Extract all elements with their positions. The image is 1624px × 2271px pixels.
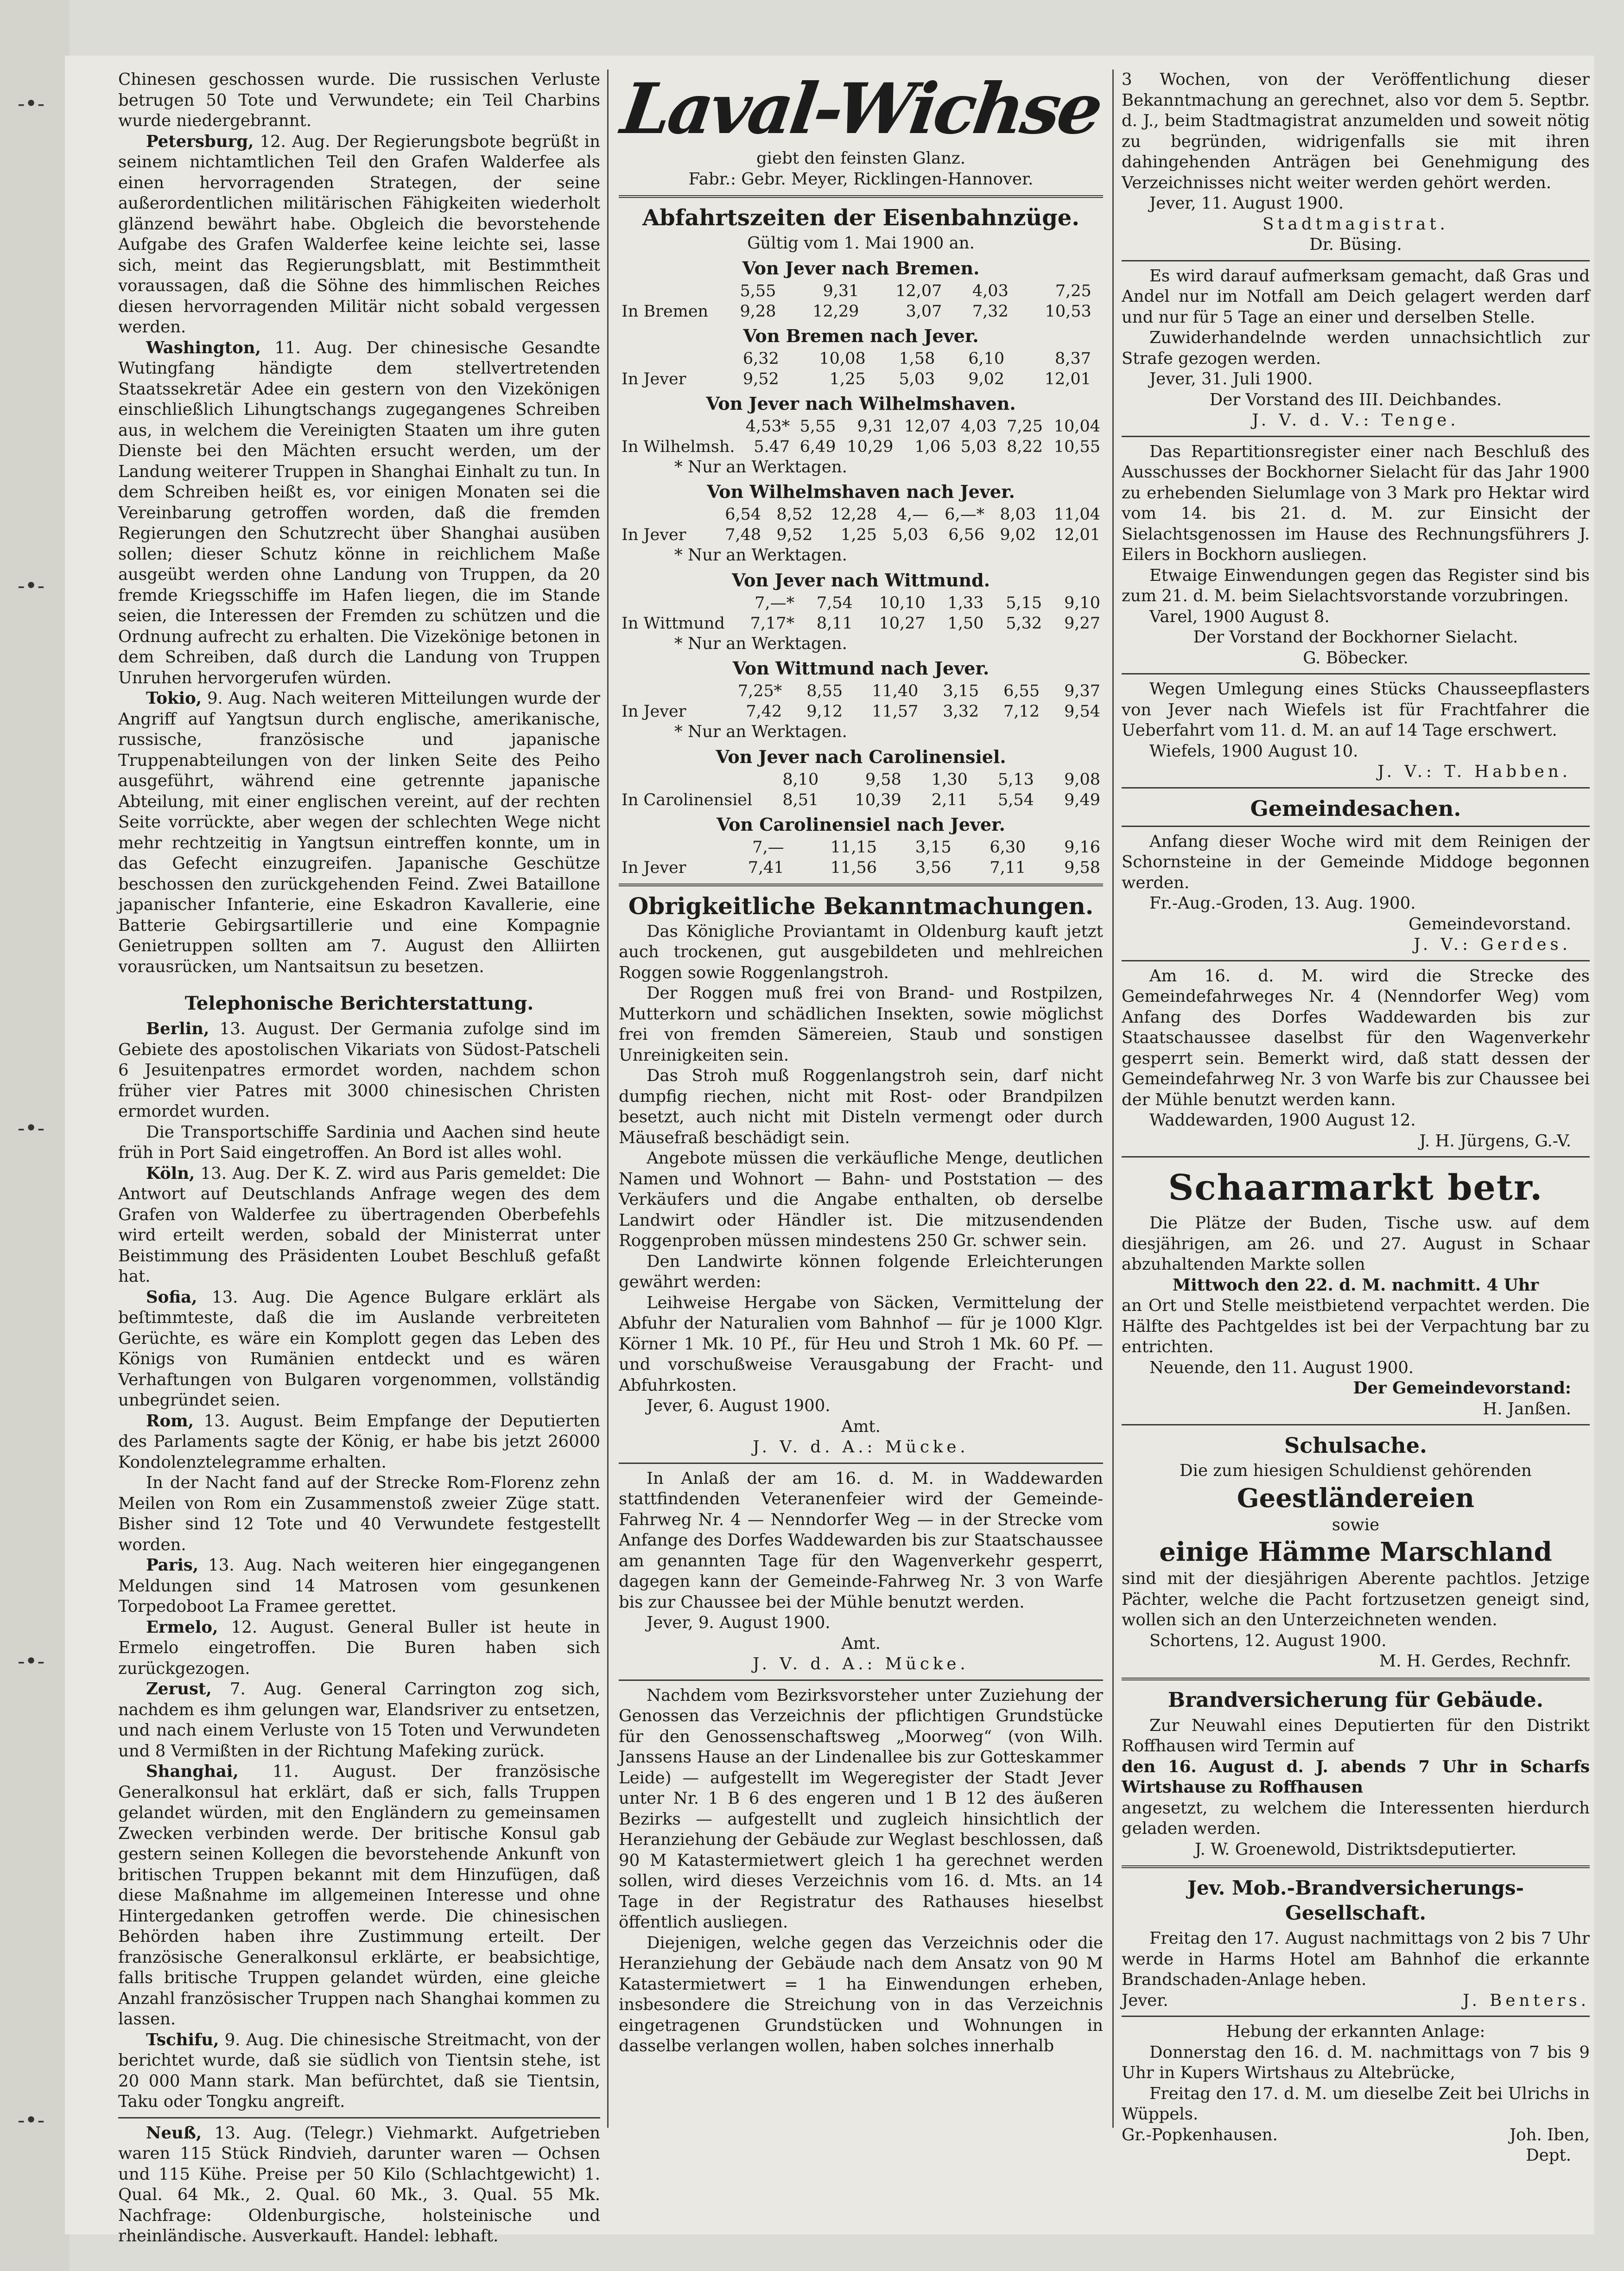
dateline: Ermelo, xyxy=(146,1617,218,1637)
station-label: In Jever xyxy=(622,702,686,721)
departure-time: 5.47 xyxy=(754,437,790,456)
notice-paragraph: Das Königliche Proviantamt in Oldenburg kauft jetzt auch trockenen, gut ausgebildeten und mehlreichen Roggen sowie Roggenlangstroh. xyxy=(619,922,1103,982)
departure-time: 7,25 xyxy=(1007,417,1043,436)
departure-time: 5,54 xyxy=(997,790,1034,809)
station-label: In Jever xyxy=(622,526,686,544)
departure-time: 9,58 xyxy=(865,770,901,789)
departure-time: 3,15 xyxy=(915,838,952,857)
scan-margin xyxy=(0,0,70,2271)
departure-time: 1,33 xyxy=(947,593,984,612)
dateline: Washington, xyxy=(146,338,261,357)
notice-date: Neuende, den 11. August 1900. xyxy=(1149,1358,1414,1377)
notice-office: Der Vorstand des III. Deichbandes. xyxy=(1209,390,1502,409)
news-paragraph xyxy=(118,688,600,977)
market-report xyxy=(118,2123,600,2247)
timetable-row xyxy=(619,349,1103,369)
news-paragraph: In der Nacht fand auf der Strecke Rom-Florenz zehn Meilen von Rom ein Zusammenstoß zweier Züge statt. Bisher sind 12 Tote und 40 Verwundete festgestellt worden. xyxy=(118,1473,600,1554)
timetable-row xyxy=(619,790,1103,810)
notice-paragraph: Freitag den 17. d. M. um dieselbe Zeit bei Ulrichs in Wüppels. xyxy=(1122,2084,1590,2124)
notice-date: Jever, 11. August 1900. xyxy=(1149,194,1344,213)
departure-time: 1,58 xyxy=(899,349,935,368)
notice-paragraph: Das Stroh muß Roggenlangstroh sein, darf nicht dumpfig riechen, nicht mit Rost- oder Brandpilzen besetzt, auch nicht mit Disteln vermengt oder durch Mäusefraß beschädigt sein. xyxy=(619,1066,1103,1147)
departure-time: 11,04 xyxy=(1053,505,1100,524)
dateline: Shanghai, xyxy=(146,1762,239,1781)
departure-time: 5,13 xyxy=(997,770,1034,789)
route-title: Von Jever nach Bremen. xyxy=(742,257,980,279)
bullet-mark-icon: -•- xyxy=(18,2107,45,2132)
departure-time: 3,56 xyxy=(915,858,952,877)
departure-time: 5,03 xyxy=(892,526,929,544)
notice-place: Jever. xyxy=(1122,1991,1168,2010)
column-divider xyxy=(607,70,609,2128)
news-paragraph: Die Transportschiffe Sardinia und Aachen sind heute früh in Port Said eingetroffen. An Bord ist alles wohl. xyxy=(118,1122,600,1162)
notice-paragraph: Donnerstag den 16. d. M. nachmittags von 7 bis 9 Uhr in Kupers Wirtshaus zu Altebrücke, xyxy=(1122,2042,1590,2082)
notice-date: Schortens, 12. August 1900. xyxy=(1149,1631,1387,1650)
notice-paragraph: Nachdem vom Bezirksvorsteher unter Zuziehung der Genossen das Verzeichnis der pflichtigen Grundstücke für den Genossenschaftsweg „Moorweg“ (von Wilh. Janssens Hause an der Lindenallee bis zur Gotteskammer Leide) — aufgestellt im Wegeregister der Stadt Jever unter Nr. 1 B 6 des engeren und 1 B 12 des äußeren Bezirks — aufgestellt und zugleich hinsichtlich der Heranziehung der Gebäude zur Weglast beschlossen, daß 90 M Katastermietwert gleich 1 ha gerechnet werden sollen, wird dieses Verzeichnis vom 16. d. Mts. an 14 Tage in der Registratur des Rathauses hieselbst öffentlich ausliegen. xyxy=(619,1686,1103,1932)
timetable-row xyxy=(619,593,1103,613)
timetable-row xyxy=(619,525,1103,545)
departure-time: 10,27 xyxy=(879,614,926,633)
departure-time: 9,31 xyxy=(823,281,859,300)
news-text: 13. August. Der Germania zufolge sind im Gebiete des apostolischen Vikariats von Südost-Patscheli 6 Jesuitenpatres ermordet worden, nachdem schon früher vier Patres mit 3000 chinesischen Christen ermordet wurden. xyxy=(118,1019,600,1121)
notice-subtitle: Hebung der erkannten Anlage: xyxy=(1226,2022,1485,2041)
route-title: Von Jever nach Carolinensiel. xyxy=(716,746,1006,767)
departure-time: 4,53* xyxy=(745,417,790,436)
timetable-table xyxy=(619,837,1103,878)
departure-time: 7,25 xyxy=(1055,281,1091,300)
notice-date: Jever, 31. Juli 1900. xyxy=(1149,369,1313,388)
auction-date: Mittwoch den 22. d. M. nachmitt. 4 Uhr xyxy=(1172,1275,1539,1295)
timetable-row xyxy=(619,770,1103,790)
departure-time: 10,04 xyxy=(1053,417,1100,436)
news-paragraph xyxy=(118,1287,600,1411)
dateline: Neuß, xyxy=(146,2123,202,2143)
departure-time: 3,32 xyxy=(943,702,979,721)
departure-time: 9,02 xyxy=(1000,526,1036,544)
departure-time: 10,08 xyxy=(819,349,866,368)
departure-time: 9,12 xyxy=(806,702,843,721)
notice-office: Amt. xyxy=(841,1634,881,1653)
notice-paragraph: Es wird darauf aufmerksam gemacht, daß Gras und Andel nur im Notfall am Deich gelagert werden darf und nur für 5 Tage an einer und derselben Stelle. xyxy=(1122,266,1590,327)
departure-time: 9,02 xyxy=(968,369,1005,388)
column-timetable xyxy=(616,68,1105,2057)
timetable-row xyxy=(619,281,1103,301)
notice-date: Wiefels, 1900 August 10. xyxy=(1149,741,1358,761)
timetable-row xyxy=(619,437,1103,457)
notice-paragraph: Freitag den 17. August nachmittags von 2 bis 7 Uhr werde in Harms Hotel am Bahnhof die erkannte Brandschaden-Anlage heben. xyxy=(1122,1929,1590,1989)
news-paragraph xyxy=(118,1411,600,1473)
departure-time: 10,39 xyxy=(855,790,901,809)
departure-time: 9,16 xyxy=(1064,838,1100,857)
separator-rule xyxy=(1122,1678,1590,1680)
notice-date: Fr.-Aug.-Groden, 13. Aug. 1900. xyxy=(1149,894,1416,913)
station-label xyxy=(619,504,712,525)
departure-time: 10,10 xyxy=(879,593,926,612)
timetable-row xyxy=(619,837,1103,858)
station-label xyxy=(619,593,728,613)
notice-paragraph: angesetzt, zu welchem die Interessenten hierdurch geladen werden. xyxy=(1122,1798,1590,1838)
notice-paragraph: Angebote müssen die verkäufliche Menge, deutlichen Namen und Wohnort — Bahn- und Poststation — des Verkäufers und die Angabe enthalten, ob derselbe Landwirt oder Händler ist. Die mitzusendenden Roggenproben müssen mindestens 250 Gr. schwer sein. xyxy=(619,1149,1103,1250)
bullet-mark-icon: -•- xyxy=(18,1115,45,1140)
notice-paragraph: Wegen Umlegung eines Stücks Chausseepflasters von Jever nach Wiefels ist für Frachtfahrer die Ueberfahrt vom 11. d. M. an auf 14 Tage erschwert. xyxy=(1122,680,1590,740)
news-text: 9. Aug. Die chinesische Streitmacht, von der berichtet wurde, daß sie südlich von Tientsin stehe, ist 20 000 Mann stark. Man befürchtet, daß sie Tientsin, Taku oder Tongku angreift. xyxy=(118,2030,600,2111)
headline-schaarmarkt: Schaarmarkt betr. xyxy=(1168,1167,1543,1208)
departure-time: 9,52 xyxy=(776,526,813,544)
departure-time: 10,53 xyxy=(1045,302,1091,321)
departure-time: 9,58 xyxy=(1064,858,1100,877)
departure-time: 8,51 xyxy=(782,790,819,809)
bullet-mark-icon: -•- xyxy=(18,91,45,116)
departure-time: 6,56 xyxy=(948,526,985,544)
news-text: 13. Aug. Die Agence Bulgare erklärt als beſtimmteste, daß die im Auslande verbreiteten Gerüchte, es wäre ein Komplott gegen das Leben des Königs von Rumänien entdeckt und es wären Verhaftungen von Bulgaren vorgenommen, vollständig unbegründet seien. xyxy=(118,1287,600,1410)
station-label xyxy=(619,349,712,369)
bullet-mark-icon: -•- xyxy=(18,573,45,598)
departure-time: 9,49 xyxy=(1064,790,1100,809)
departure-time xyxy=(1094,349,1103,369)
departure-time: 8,52 xyxy=(776,505,813,524)
news-text: 13. Aug. Nach weiteren hier eingegangenen Meldungen sind 14 Matrosen vom gesunkenen Torpedoboot La Framee gerettet. xyxy=(118,1556,600,1616)
notice-signature: M. H. Gerdes, Rechnfr. xyxy=(1379,1652,1571,1671)
departure-time: 6,54 xyxy=(725,505,761,524)
departure-time: 7,17* xyxy=(750,614,795,633)
route-title: Von Wittmund nach Jever. xyxy=(732,658,990,679)
separator-rule xyxy=(619,1679,1103,1681)
departure-time: 8,03 xyxy=(1000,505,1036,524)
departure-time: 8,37 xyxy=(1055,349,1091,368)
departure-time: 8,10 xyxy=(782,770,819,789)
notice-office: Der Vorstand der Bockhorner Sielacht. xyxy=(1193,628,1518,647)
notice-paragraph: Die zum hiesigen Schuldienst gehörenden xyxy=(1180,1461,1532,1480)
station-label: In Jever xyxy=(622,369,686,388)
notice-office: Der Gemeindevorstand: xyxy=(1353,1379,1571,1398)
route-title: Von Bremen nach Jever. xyxy=(743,325,979,346)
news-text: 12. Aug. Der Regierungsbote begrüßt in seinem nichtamtlichen Teil den Grafen Walderfee als einen hervorragenden Strategen, der seine außerordentlichen militärischen Fähigkeiten wiederholt glänzend bewährt habe. Obgleich die bevorstehende Aufgabe des Grafen Walderfee keine leichte sei, lasse sich, meint das Regierungsblatt, mit Bestimmtheit voraussagen, daß die Söhne des himmlischen Reiches diesen hervorragenden Militär nicht sobald vergessen werden. xyxy=(118,132,600,337)
departure-time: 5,55 xyxy=(740,281,776,300)
timetable-row xyxy=(619,681,1103,701)
departure-time: 7,25* xyxy=(737,682,782,700)
news-paragraph xyxy=(118,2030,600,2112)
notice-signature: J. H. Jürgens, G.-V. xyxy=(1419,1131,1571,1151)
news-paragraph: Chinesen geschossen wurde. Die russischen Verluste betrugen 50 Tote und Verwundete; ein Teil Charbins wurde niedergebrannt. xyxy=(118,70,600,130)
dateline: Petersburg, xyxy=(146,132,254,151)
separator-rule xyxy=(1122,960,1590,961)
notice-paragraph: In Anlaß der am 16. d. M. in Waddewarden stattfindenden Veteranenfeier wird der Gemeinde-Fahrweg Nr. 4 — Nenndorfer Weg — in der Strecke vom Anfange des Dorfes Waddewarden bis zur Staatschaussee am genannten Tage für den Wagenverkehr gesperrt, dagegen kann der Gemeinde-Fahrweg Nr. 3 von Warfe bis zur Chaussee bei der Mühle benutzt werden. xyxy=(619,1469,1103,1612)
notice-paragraph: Am 16. d. M. wird die Strecke des Gemeindefahrweges Nr. 4 (Nenndorfer Weg) vom Anfang des Dorfes Waddewarden bis zur Staatschaussee daselbst für den Wagenverkehr gesperrt sein. Bemerkt wird, daß statt dessen der Gemeindefahrweg Nr. 3 von Warfe bis zur Chaussee bei der Mühle benutzt werden kann. xyxy=(1122,966,1590,1109)
notice-footer xyxy=(1122,2125,1590,2146)
separator-rule xyxy=(1122,260,1590,261)
departure-time: 1,50 xyxy=(947,614,984,633)
station-label xyxy=(619,770,755,790)
timetable-note: * Nur an Werktagen. xyxy=(674,457,847,477)
news-paragraph xyxy=(118,1762,600,2030)
departure-time: 2,11 xyxy=(931,790,968,809)
departure-time: 9,28 xyxy=(740,302,776,321)
timetable-row xyxy=(619,701,1103,722)
dateline: Tokio, xyxy=(146,689,202,708)
notice-date: Waddewarden, 1900 August 12. xyxy=(1149,1111,1416,1130)
column-notices xyxy=(1122,70,1590,2166)
timetable-table xyxy=(619,770,1103,810)
separator-rule xyxy=(619,884,1103,886)
route-title: Von Jever nach Wilhelmshaven. xyxy=(706,393,1016,414)
departure-time: 4,— xyxy=(896,505,929,524)
notice-signature: J. Benters. xyxy=(1463,1991,1590,2010)
notice-paragraph: Leihweise Hergabe von Säcken, Vermittelung der Abfuhr der Naturalien vom Bahnhof — für je 1000 Klgr. Körner 1 Mk. 10 Pf., für Heu und Stroh 1 Mk. 60 Pf. — und vorschußweise Verausgabung der Fracht- und Abfuhrkosten. xyxy=(619,1293,1103,1395)
departure-time: 12,07 xyxy=(895,281,942,300)
notice-signature: G. Böbecker. xyxy=(1303,648,1408,668)
departure-time: 6,32 xyxy=(742,349,779,368)
departure-time: 11,56 xyxy=(830,858,877,877)
departure-time: 5,03 xyxy=(960,437,997,456)
notice-place: Gr.-Popkenhausen. xyxy=(1122,2125,1278,2144)
departure-time: 11,15 xyxy=(830,838,877,857)
timetable-title: Abfahrtszeiten der Eisenbahnzüge. xyxy=(642,205,1080,231)
section-title: Gemeindesachen. xyxy=(1250,795,1461,821)
timetable-table xyxy=(619,281,1103,322)
station-label: In Jever xyxy=(622,858,686,877)
separator-rule xyxy=(1122,1156,1590,1158)
timetable-row xyxy=(619,504,1103,525)
timetable-row xyxy=(619,858,1103,878)
departure-time: 4,03 xyxy=(972,281,1009,300)
dateline: Sofia, xyxy=(146,1287,197,1307)
notice-signature: J. V.: T. Habben. xyxy=(1377,762,1571,781)
departure-time xyxy=(1094,301,1103,322)
departure-time: 5,32 xyxy=(1006,614,1042,633)
departure-time: 10,55 xyxy=(1053,437,1100,456)
departure-time: 8,55 xyxy=(806,682,843,700)
dateline: Tschifu, xyxy=(146,2030,219,2049)
timetable-table xyxy=(619,416,1103,457)
news-paragraph xyxy=(118,338,600,689)
notice-date: Jever, 9. August 1900. xyxy=(647,1613,831,1632)
notice-paragraph: Das Repartitionsregister einer nach Beschluß des Ausschusses der Bockhorner Sielacht für das Jahr 1900 zu erhebenden Sielumlage von 3 Mark pro Hektar wird vom 14. bis 21. d. M. zur Einsicht der Sielachtsgenossen im Hause des Rechnungsführers J. Eilers in Bockhorn ausliegen. xyxy=(1122,442,1590,564)
news-paragraph xyxy=(118,132,600,338)
dateline: Berlin, xyxy=(146,1019,209,1038)
station-label: In Wittmund xyxy=(622,614,725,633)
departure-time: 7,11 xyxy=(990,858,1026,877)
notice-signature: J. W. Groenewold, Distriktsdeputierter. xyxy=(1194,1839,1517,1859)
section-title: Brandversicherung für Gebäude. xyxy=(1167,1688,1544,1712)
timetable-note: * Nur an Werktagen. xyxy=(674,546,847,565)
departure-time: 1,25 xyxy=(841,526,877,544)
section-title: Telephonische Berichterstattung. xyxy=(184,992,534,1014)
departure-time: 12,01 xyxy=(1044,369,1091,388)
departure-time: 4,03 xyxy=(960,417,997,436)
departure-time: 6,49 xyxy=(799,437,836,456)
dateline: Paris, xyxy=(146,1556,199,1575)
departure-time: 7,48 xyxy=(725,526,761,544)
departure-time: 6,10 xyxy=(968,349,1005,368)
headline-marschland: einige Hämme Marschland xyxy=(1159,1537,1552,1567)
station-label: In Bremen xyxy=(622,302,709,321)
notice-signature-role: Dept. xyxy=(1526,2146,1571,2165)
departure-time: 12,01 xyxy=(1053,526,1100,544)
timetable-routes xyxy=(619,256,1103,878)
notice-date: Jever, 6. August 1900. xyxy=(647,1396,831,1415)
news-text: 13. August. Beim Empfange der Deputierten des Parlaments sagte der König, er habe bis jetzt 26000 Kondolenztelegramme erhalten. xyxy=(118,1411,600,1472)
notice-signature: H. Janßen. xyxy=(1483,1399,1571,1419)
timetable-note: * Nur an Werktagen. xyxy=(674,722,847,741)
notice-office: Amt. xyxy=(841,1417,881,1436)
notice-signature: J. V. d. V.: Tenge. xyxy=(1252,411,1459,430)
notice-paragraph: an Ort und Stelle meistbietend verpachtet werden. Die Hälfte des Pachtgeldes ist bei der Verpachtung bar zu entrichten. xyxy=(1122,1296,1590,1356)
notice-paragraph: 3 Wochen, von der Veröffentlichung dieser Bekanntmachung an gerechnet, also vor dem 5. Septbr. d. J., beim Stadtmagistrat anzumelden und soweit nötig zu begründen, widrigenfalls sie mit ihren dahingehenden Anträgen bei Genehmigung des Verzeichnisses nicht weiter werden gehört werden. xyxy=(1122,70,1590,192)
departure-time: 7,32 xyxy=(972,302,1009,321)
departure-time: 12,28 xyxy=(830,505,877,524)
separator-rule xyxy=(1122,1865,1590,1868)
news-text: 11. August. Der französische Generalkonsul hat erklärt, daß er sich, falls Truppen gelandet würden, mit den Engländern zu gemeinsamen Zwecken verbinden werde. Der britische Konsul gab gestern seinen Kollegen die bevorstehende Ankunft von britischen Truppen bekannt mit dem Hinzufügen, daß diese Maßnahme im allgemeinen Interesse und ohne Hintergedanken getroffen werde. Die chinesischen Behörden haben ihre Zustimmung erteilt. Der französische Generalkonsul erklärte, er beabsichtige, falls britische Truppen gelandet würden, eine gleiche Anzahl französischer Truppen nach Shanghai kommen zu lassen. xyxy=(118,1762,600,2029)
news-paragraph xyxy=(118,1555,600,1617)
timetable-table xyxy=(619,504,1103,545)
departure-time: 9,27 xyxy=(1064,614,1100,633)
laval-wichse-logo: Laval-Wichse xyxy=(616,68,1105,150)
station-label xyxy=(619,681,712,701)
section-title: Schulsache. xyxy=(1284,1433,1427,1458)
departure-time: 12,07 xyxy=(904,417,951,436)
notice-footer xyxy=(1122,1991,1590,2011)
departure-time: 3,15 xyxy=(943,682,979,700)
station-label: In Carolinensiel xyxy=(622,790,753,809)
notice-paragraph: Den Landwirte können folgende Erleichterungen gewährt werden: xyxy=(619,1252,1103,1291)
notice-signature: Joh. Iben, xyxy=(1510,2125,1590,2144)
notice-signature: J. V.: Gerdes. xyxy=(1414,935,1571,954)
meeting-date: den 16. August d. J. abends 7 Uhr in Scharfs Wirtshause zu Roffhausen xyxy=(1122,1757,1590,1797)
column-divider xyxy=(1112,70,1114,2128)
departure-time: 8,22 xyxy=(1007,437,1043,456)
notice-paragraph: Diejenigen, welche gegen das Verzeichnis oder die Heranziehung der Gebäude nach dem Ansatz von 90 M Katastermietwert = 1 ha Einwendungen erheben, insbesondere die Streichung von in das Verzeichnis eingetragenen Grundstücken und Wohnungen in dasselbe verlangen wollen, haben solches innerhalb xyxy=(619,1933,1103,2055)
departure-time: 7,42 xyxy=(746,702,782,721)
departure-time: 1,25 xyxy=(829,369,866,388)
separator-rule xyxy=(1122,673,1590,674)
timetable-row xyxy=(619,613,1103,634)
departure-time: 7,12 xyxy=(1003,702,1040,721)
timetable-row xyxy=(619,416,1103,437)
column-news xyxy=(118,70,600,2247)
station-label xyxy=(619,416,738,437)
separator-rule xyxy=(619,1463,1103,1464)
timetable-note: * Nur an Werktagen. xyxy=(674,634,847,653)
departure-time: 11,57 xyxy=(872,702,919,721)
news-text: 12. August. General Buller ist heute in Ermelo eingetroffen. Die Buren haben sich zurückgezogen. xyxy=(118,1617,600,1678)
departure-time: 9,52 xyxy=(742,369,779,388)
news-text: 9. Aug. Nach weiteren Mitteilungen wurde der Angriff auf Yangtsun durch englische, amerikanische, russische, französische und japanische Truppenabteilungen von der linken Seite des Peiho ausgeführt, während eine getrennte japanische Abteilung, mit einer englischen vereint, auf der rechten Seite vorrückte, aber wegen der schlechten Wege nicht mehr rechtzeitig in Yangtsun eintreffen konnte, um in das Gefecht einzugreifen. Japanische Geschütze beschossen den zurückgehenden Feind. Zwei Bataillone japanischer Infanterie, eine Eskadron Kavallerie, eine Batterie Gebirgsartillerie und eine Kompagnie Genietruppen sollten am 7. August den Alliirten vorausrücken, um Nantsaitsun zu besetzen. xyxy=(118,689,600,976)
departure-time xyxy=(1094,281,1103,301)
section-title: Jev. Mob.-Brandversicherungs-Gesellschaft. xyxy=(1187,1877,1524,1924)
departure-time: 9,54 xyxy=(1064,702,1100,721)
headline-geestlaendereien: Geestländereien xyxy=(1237,1482,1475,1514)
departure-time: 5,55 xyxy=(799,417,836,436)
notice-office: Stadtmagistrat. xyxy=(1262,214,1449,234)
departure-time: 6,55 xyxy=(1003,682,1040,700)
timetable-row xyxy=(619,369,1103,389)
ad-subtitle: giebt den feinsten Glanz. xyxy=(756,149,965,168)
departure-time: 12,29 xyxy=(812,302,859,321)
separator-rule xyxy=(1122,436,1590,437)
notice-signature: J. V. d. A.: Mücke. xyxy=(753,1654,969,1673)
departure-time: 10,29 xyxy=(847,437,894,456)
news-text: 7. Aug. General Carrington zog sich, nachdem es ihm gelungen war, Elandsriver zu entsetzen, und nach einem Verluste von 15 Toten und Verwundeten und 8 Vermißten in der Richtung Mafeking zurück. xyxy=(118,1679,600,1761)
separator-rule xyxy=(1122,787,1590,789)
notice-paragraph: Der Roggen muß frei von Brand- und Rostpilzen, Mutterkorn und schädlichen Insekten, sowie möglichst frei von fremden Sämereien, Staub und sonstigen Unreinigkeiten sein. xyxy=(619,984,1103,1065)
notice-date: Varel, 1900 August 8. xyxy=(1149,607,1330,626)
departure-time: 1,30 xyxy=(931,770,968,789)
news-text: 11. Aug. Der chinesische Gesandte Wutingfang händigte dem stellvertretenden Staatssekretär Adee ein gestern von den Vizekönigen einschließlich Lihungtschangs zugegangenes Schreiben aus, in welchem die Vereinigten Staaten um ihre guten Dienste bei den Mächten ersucht werden, um der Landung weiterer Truppen in Shanghai Einhalt zu tun. In dem Schreiben heißt es, vor einigen Monaten sei die Vereinbarung getroffen worden, daß die fremden Regierungen den Schutzrecht über Shanghai ausüben sollen; dieser Schutz könne in reichlichem Maße ausgeübt werden ohne Landung von Truppen, da 20 fremde Kriegsschiffe im Hafen liegen, die im Stande seien, die Interessen der Fremden zu schützen und die Ordnung aufrecht zu erhalten. Die Vizekönige betonen in dem Schreiben, daß durch die Landung von Truppen Unruhen hervorgerufen würden. xyxy=(118,338,600,687)
notice-paragraph: Anfang dieser Woche wird mit dem Reinigen der Schornsteine in der Gemeinde Middoge begonnen werden. xyxy=(1122,832,1590,892)
notice-paragraph: sind mit der diesjährigen Aberente pachtlos. Jetzige Pächter, welche die Pacht fortzusetzen geneigt sind, wollen sich an den Unterzeichneten wenden. xyxy=(1122,1569,1590,1629)
timetable-table xyxy=(619,593,1103,634)
departure-time xyxy=(1094,369,1103,389)
departure-time: 7,—* xyxy=(755,593,795,612)
news-paragraph xyxy=(118,1617,600,1679)
dateline: Rom, xyxy=(146,1411,194,1431)
departure-time: 9,37 xyxy=(1064,682,1100,700)
notice-word: sowie xyxy=(1332,1515,1380,1534)
departure-time: 7,— xyxy=(752,838,784,857)
separator-rule xyxy=(118,2117,600,2118)
timetable-table xyxy=(619,681,1103,722)
news-text: 13. Aug. Der K. Z. wird aus Paris gemeldet: Die Antwort auf Deutschlands Anfrage wegen des dem Grafen von Walderfee zu übertragenden Oberbefehls wird erteilt werden, sobald der Ministerrat unter Beistimmung des Präsidenten Loubet Beschluß gefaßt hat. xyxy=(118,1164,600,1286)
departure-time: 3,07 xyxy=(906,302,942,321)
notice-office: Gemeindevorstand. xyxy=(1408,914,1571,934)
station-label xyxy=(619,281,712,301)
departure-time: 5,03 xyxy=(899,369,935,388)
route-title: Von Jever nach Wittmund. xyxy=(732,569,990,591)
timetable-table xyxy=(619,349,1103,389)
departure-time: 11,40 xyxy=(872,682,919,700)
news-paragraph xyxy=(118,1164,600,1287)
notice-paragraph: Die Plätze der Buden, Tische usw. auf dem diesjährigen, am 26. und 27. August in Schaar abzuhaltenden Markte sollen xyxy=(1122,1214,1590,1274)
departure-time: 1,06 xyxy=(914,437,951,456)
route-title: Von Wilhelmshaven nach Jever. xyxy=(707,481,1015,502)
ad-maker: Fabr.: Gebr. Meyer, Ricklingen-Hannover. xyxy=(688,169,1034,189)
notice-signature: J. V. d. A.: Mücke. xyxy=(753,1438,969,1457)
section-title: Obrigkeitliche Bekanntmachungen. xyxy=(628,892,1094,920)
news-text: 13. Aug. (Telegr.) Viehmarkt. Aufgetrieben waren 115 Stück Rindvieh, darunter waren — Ochsen und 115 Kühe. Preise per 50 Kilo (Schlachtgewicht) 1. Qual. 64 Mk., 2. Qual. 60 Mk., 3. Qual. 55 Mk. Nachfrage: Oldenburgische, holsteinische und rheinländische. Ausverkauft. Handel: lebhaft. xyxy=(118,2123,600,2246)
departure-time: 5,15 xyxy=(1006,593,1042,612)
notice-paragraph: Zur Neuwahl eines Deputierten für den Distrikt Roffhausen wird Termin auf xyxy=(1122,1716,1590,1756)
departure-time: 9,31 xyxy=(857,417,894,436)
departure-time: 7,41 xyxy=(748,858,784,877)
separator-rule xyxy=(1122,1424,1590,1425)
departure-time: 6,—* xyxy=(945,505,985,524)
news-paragraph xyxy=(118,1019,600,1122)
route-title: Von Carolinensiel nach Jever. xyxy=(717,814,1005,835)
departure-time: 8,11 xyxy=(816,614,853,633)
departure-time: 9,10 xyxy=(1064,593,1100,612)
timetable-row xyxy=(619,301,1103,322)
separator-rule xyxy=(1122,2016,1590,2017)
departure-time: 7,54 xyxy=(816,593,853,612)
dateline: Zerust, xyxy=(146,1679,212,1698)
separator-rule xyxy=(1122,826,1590,827)
notice-signature: Dr. Büsing. xyxy=(1309,235,1402,254)
station-label xyxy=(619,837,712,858)
news-paragraph xyxy=(118,1679,600,1762)
notice-paragraph: Etwaige Einwendungen gegen das Register sind bis zum 21. d. M. beim Sielachtsvorstande vorzubringen. xyxy=(1122,566,1590,605)
bullet-mark-icon: -•- xyxy=(18,1648,45,1673)
notice-paragraph: Zuwiderhandelnde werden unnachsichtlich zur Strafe gezogen werden. xyxy=(1122,328,1590,368)
dateline: Köln, xyxy=(146,1164,195,1183)
departure-time: 9,08 xyxy=(1064,770,1100,789)
departure-time: 6,30 xyxy=(990,838,1026,857)
newspaper-page xyxy=(65,56,1594,2246)
separator-rule xyxy=(619,195,1103,198)
station-label: In Wilhelmsh. xyxy=(622,437,735,456)
timetable-validity: Gültig vom 1. Mai 1900 an. xyxy=(747,234,975,253)
